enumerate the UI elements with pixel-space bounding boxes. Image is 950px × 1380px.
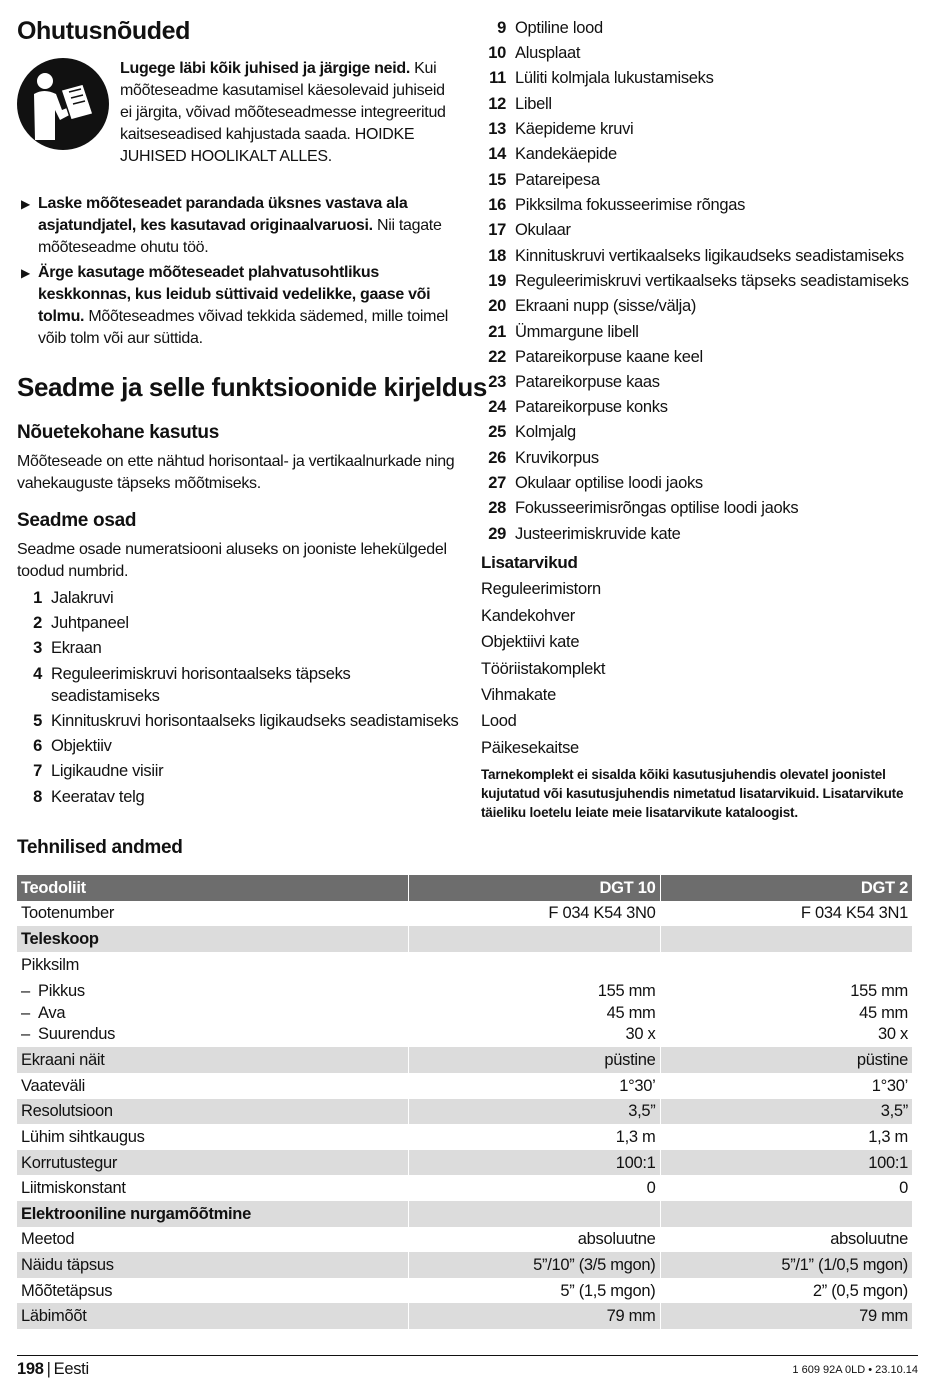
table-cell: 1,3 m: [408, 1124, 660, 1150]
table-row: [17, 901, 912, 927]
list-item: 26 Kruvikorpus: [488, 449, 599, 467]
table-cell-label: Ekraani näit: [17, 1047, 408, 1073]
list-item: 7 Ligikaudne visiir: [33, 762, 164, 780]
list-item: 23 Patareikorpuse kaas: [488, 373, 660, 391]
table-cell: 79 mm: [408, 1303, 660, 1329]
list-item: 18 Kinnituskruvi vertikaalseks ligikaudseks seadistamiseks: [488, 247, 904, 265]
description-heading: Seadme ja selle funktsioonide kirjeldus: [17, 372, 487, 402]
intended-use-heading: Nõuetekohane kasutus: [17, 422, 219, 443]
table-row: [17, 977, 912, 1047]
table-cell: 100:1: [408, 1150, 660, 1176]
table-cell: [408, 1201, 660, 1227]
table-cell: püstine: [660, 1047, 912, 1073]
table-row: [17, 1201, 912, 1227]
page-number: 198: [17, 1360, 44, 1378]
table-cell: [408, 926, 660, 952]
list-item: 8 Keeratav telg: [33, 788, 145, 806]
list-item: 27 Okulaar optilise loodi jaoks: [488, 474, 703, 492]
accessory-item: Lood: [481, 712, 517, 730]
table-cell-label: Pikksilm: [17, 952, 408, 978]
table-cell: 1,3 m: [660, 1124, 912, 1150]
safety-heading: Ohutusnõuded: [17, 17, 190, 45]
table-section-label: Elektrooniline nurgamõõtmine: [17, 1201, 408, 1227]
table-cell: 2” (0,5 mgon): [660, 1278, 912, 1304]
accessory-item: Objektiivi kate: [481, 633, 580, 651]
table-row: [17, 1124, 912, 1150]
table-cell: 100:1: [660, 1150, 912, 1176]
list-item: 4 Reguleerimiskruvi horisontaalseks täpseks seadistamiseks: [33, 665, 351, 705]
list-item: 16 Pikksilma fokusseerimise rõngas: [488, 196, 746, 214]
table-cell-label: Mõõtetäpsus: [17, 1278, 408, 1304]
list-item: 29 Justeerimiskruvide kate: [488, 525, 681, 543]
table-cell: 155 mm 45 mm 30 x: [660, 977, 912, 1047]
table-cell-label: Vaateväli: [17, 1073, 408, 1099]
safety-bullet-1-text: Nii tagate mõõteseadme ohutu töö.: [38, 217, 442, 256]
list-item: 13 Käepideme kruvi: [488, 120, 634, 138]
table-cell-label: Läbimõõt: [17, 1303, 408, 1329]
table-cell: 5”/1” (1/0,5 mgon): [660, 1252, 912, 1278]
table-row: [17, 1047, 912, 1073]
list-item: 12 Libell: [488, 95, 552, 113]
table-cell: 5” (1,5 mgon): [408, 1278, 660, 1304]
bullet-triangle-icon: ▶: [21, 266, 30, 280]
table-cell: F 034 K54 3N0: [408, 901, 660, 927]
accessories-heading: Lisatarvikud: [481, 553, 578, 572]
table-row: [17, 1278, 912, 1304]
table-cell-label: Meetod: [17, 1227, 408, 1253]
table-row: [17, 1303, 912, 1329]
table-row: [17, 1252, 912, 1278]
accessory-item: Vihmakate: [481, 686, 556, 704]
table-cell: [660, 926, 912, 952]
accessory-item: Tööriistakomplekt: [481, 660, 606, 678]
safety-bullet-1: [21, 193, 458, 259]
safety-bullet-2-bold: Ärge kasutage mõõteseadet plahvatusohtlikus keskkonnas, kus leidub süttivaid vedelikke, gaase või tolmu.: [38, 264, 431, 325]
table-cell: püstine: [408, 1047, 660, 1073]
table-cell: 155 mm 45 mm 30 x: [408, 977, 660, 1047]
table-cell: 3,5”: [408, 1099, 660, 1125]
read-manual-icon: [17, 58, 109, 150]
table-cell: 0: [408, 1175, 660, 1201]
table-cell: 1°30’: [408, 1073, 660, 1099]
intended-use-text: Mõõteseade on ette nähtud horisontaal- ja vertikaalnurkade ning vahekauguste täpseks mõõtmiseks.: [17, 453, 455, 492]
table-cell: 3,5”: [660, 1099, 912, 1125]
bullet-triangle-icon: ▶: [21, 197, 30, 211]
list-item: 3 Ekraan: [33, 639, 102, 657]
table-row: [17, 1175, 912, 1201]
table-cell: [408, 952, 660, 978]
safety-bullet-1-bold: Laske mõõteseadet parandada üksnes vastava ala asjatundjatel, kes kasutavad originaalvaruosi.: [38, 195, 408, 234]
table-row: [17, 952, 912, 978]
footer-separator: |: [46, 1360, 51, 1378]
safety-bullet-2-text: Mõõteseadmes võivad tekkida sädemed, mille toimel võib tolm või aur süttida.: [38, 308, 449, 347]
table-header-row: [17, 875, 912, 901]
list-item: 6 Objektiiv: [33, 737, 112, 755]
table-cell: 5”/10” (3/5 mgon): [408, 1252, 660, 1278]
table-row: [17, 1150, 912, 1176]
table-cell-label: Tootenumber: [17, 901, 408, 927]
list-item: 15 Patareipesa: [488, 171, 600, 189]
table-cell: absoluutne: [660, 1227, 912, 1253]
tech-table: [17, 875, 912, 1329]
table-cell-label: Korrutustegur: [17, 1150, 408, 1176]
list-item: 9 Optiline lood: [497, 19, 603, 37]
table-cell: F 034 K54 3N1: [660, 901, 912, 927]
table-cell: [660, 952, 912, 978]
list-item: 1 Jalakruvi: [33, 589, 114, 607]
table-cell: 0: [660, 1175, 912, 1201]
table-cell: absoluutne: [408, 1227, 660, 1253]
table-cell-label: Resolutsioon: [17, 1099, 408, 1125]
table-header-cell: Teodoliit: [17, 875, 408, 901]
table-cell: 1°30’: [660, 1073, 912, 1099]
table-row: [17, 1073, 912, 1099]
table-row: [17, 1227, 912, 1253]
list-item: 11 Lüliti kolmjala lukustamiseks: [489, 69, 714, 87]
list-item: 17 Okulaar: [488, 221, 571, 239]
list-item: 14 Kandekäepide: [488, 145, 617, 163]
footer-page-info: [17, 1358, 89, 1380]
table-row: [17, 926, 912, 952]
safety-intro-bold: Lugege läbi kõik juhised ja järgige neid.: [120, 60, 410, 77]
accessory-item: Kandekohver: [481, 607, 575, 625]
list-item: 24 Patareikorpuse konks: [488, 398, 668, 416]
list-item: 25 Kolmjalg: [488, 423, 576, 441]
table-cell-label: – Pikkus – Ava – Suurendus: [17, 977, 408, 1047]
accessories-note: Tarnekomplekt ei sisalda kõiki kasutusjuhendis olevatel joonistel kujutatud või kasutusjuhendis nimetatud lisatarvikuid. Lisatarvikute täieliku loetelu leiate meie lisatarvikute kataloogist.: [481, 767, 904, 820]
list-item: 20 Ekraani nupp (sisse/välja): [488, 297, 697, 315]
list-item: 5 Kinnituskruvi horisontaalseks ligikaudseks seadistamiseks: [33, 712, 459, 730]
table-cell-label: Liitmiskonstant: [17, 1175, 408, 1201]
list-item: 19 Reguleerimiskruvi vertikaalseks täpseks seadistamiseks: [488, 272, 909, 290]
accessory-item: Reguleerimistorn: [481, 580, 601, 598]
list-item: 10 Alusplaat: [488, 44, 581, 62]
table-cell: 79 mm: [660, 1303, 912, 1329]
parts-intro: Seadme osade numeratsiooni aluseks on jooniste lehekülgedel toodud numbrid.: [17, 541, 447, 580]
tech-heading: Tehnilised andmed: [17, 837, 183, 858]
table-section-label: Teleskoop: [17, 926, 408, 952]
list-item: 21 Ümmargune libell: [488, 323, 639, 341]
parts-heading: Seadme osad: [17, 510, 137, 531]
safety-intro-text: Kui mõõteseadme kasutamisel käesolevaid juhiseid ei järgita, võivad mõõteseadmesse integreeritud kaitseseadised kahjustada saada. HOIDKE JUHISED HOOLIKALT ALLES.: [120, 60, 446, 165]
table-row: [17, 1099, 912, 1125]
table-header-cell: DGT 10: [408, 875, 660, 901]
table-header-cell: DGT 2: [660, 875, 912, 901]
doc-code: 1 609 92A 0LD • 23.10.14: [792, 1364, 918, 1376]
footer-language: Eesti: [53, 1360, 89, 1378]
table-cell-label: Lühim sihtkaugus: [17, 1124, 408, 1150]
list-item: 28 Fokusseerimisrõngas optilise loodi jaoks: [488, 499, 799, 517]
safety-intro: [120, 58, 455, 168]
table-cell: [660, 1201, 912, 1227]
list-item: 2 Juhtpaneel: [33, 614, 129, 632]
accessory-item: Päikesekaitse: [481, 739, 579, 757]
list-item: 22 Patareikorpuse kaane keel: [488, 348, 703, 366]
footer-divider: [17, 1355, 918, 1356]
table-cell-label: Näidu täpsus: [17, 1252, 408, 1278]
safety-bullet-2: [21, 262, 458, 350]
